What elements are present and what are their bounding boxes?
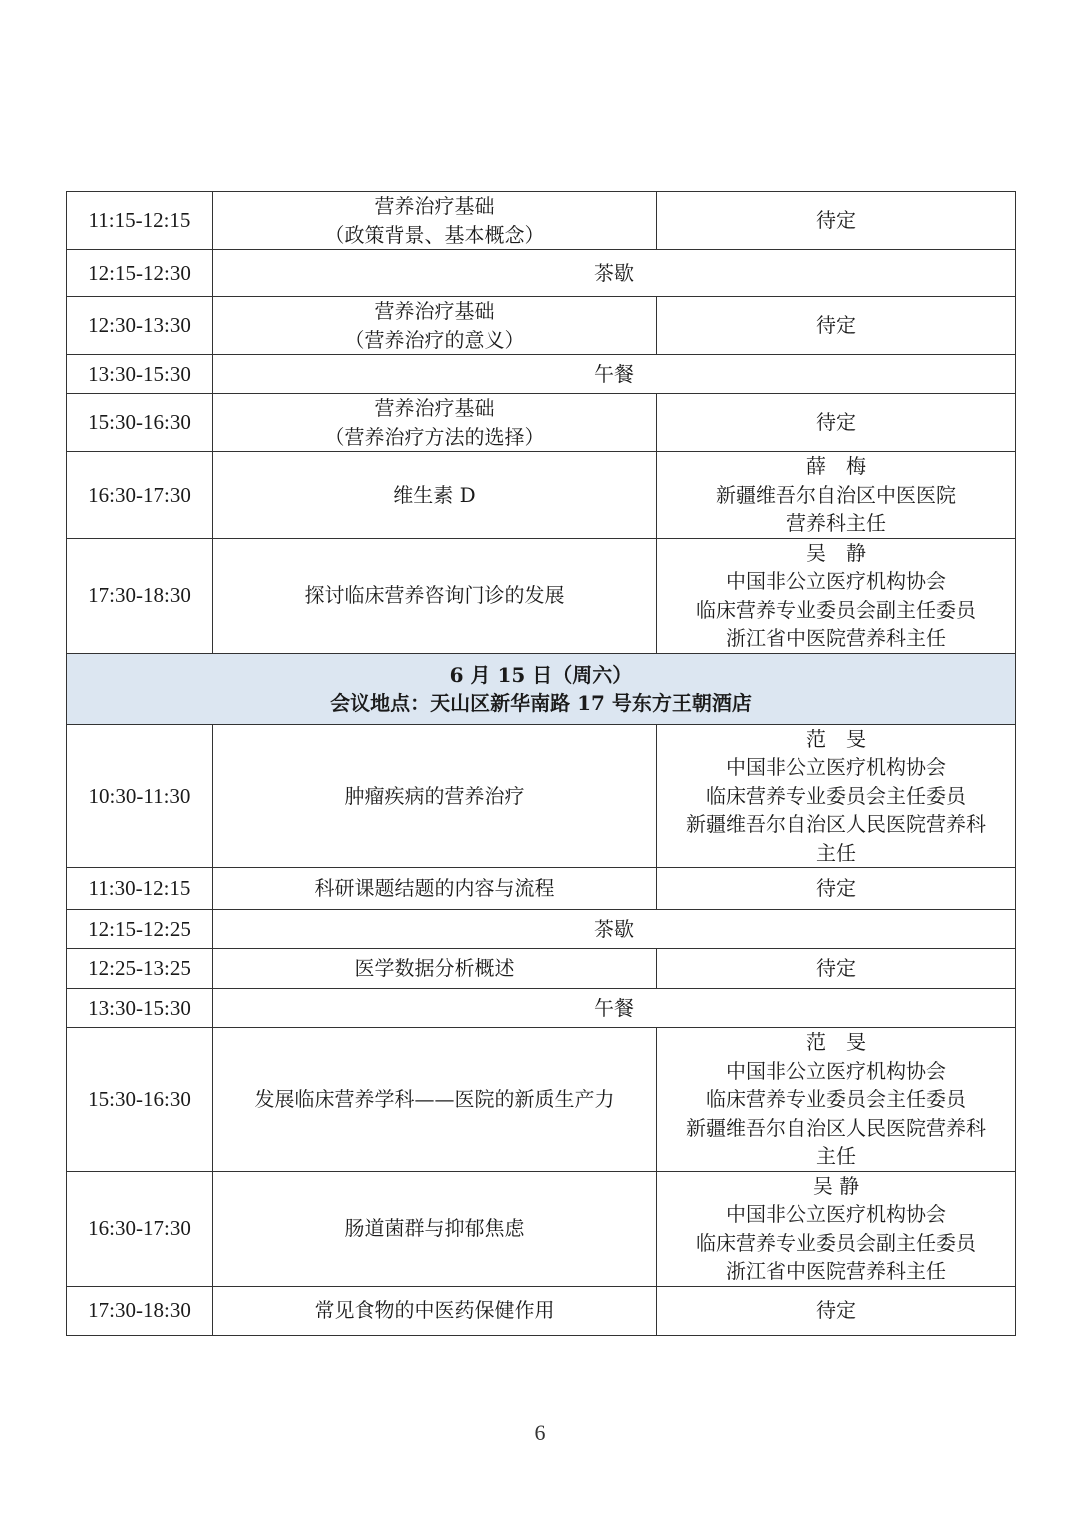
speaker-cell	[657, 1171, 1016, 1286]
topic-cell	[213, 724, 657, 868]
speaker-cell	[657, 452, 1016, 539]
topic-cell	[213, 192, 657, 250]
topic-line: 发展临床营养学科——医院的新质生产力	[254, 1087, 615, 1111]
time-cell: 12:30-13:30	[67, 297, 213, 355]
time-cell: 17:30-18:30	[67, 1286, 213, 1335]
topic-line: 营养治疗基础	[374, 194, 495, 218]
speaker-line: 待定	[816, 208, 856, 233]
speaker-line: 中国非公立医疗机构协会	[726, 569, 946, 593]
topic-line: 维生素 D	[393, 482, 476, 507]
topic-line: 肠道菌群与抑郁焦虑	[344, 1216, 525, 1241]
topic-line: 肿瘤疾病的营养治疗	[344, 783, 525, 808]
speaker-cell	[657, 297, 1016, 355]
time-cell: 16:30-17:30	[67, 452, 213, 539]
time-cell: 10:30-11:30	[67, 724, 213, 868]
speaker-line: 薛 梅	[806, 454, 866, 478]
topic-line: 探讨临床营养咨询门诊的发展	[304, 583, 565, 608]
speaker-line: 待定	[816, 1298, 856, 1323]
speaker-line: 中国非公立医疗机构协会	[726, 755, 946, 779]
topic-line: 常见食物的中医药保健作用	[314, 1298, 555, 1323]
time-cell: 12:25-13:25	[67, 949, 213, 989]
time-cell: 15:30-16:30	[67, 1028, 213, 1172]
speaker-line: 范 旻	[806, 726, 866, 751]
speaker-line: 临床营养专业委员会主任委员	[706, 1087, 966, 1111]
schedule-row	[67, 1171, 1016, 1286]
topic-line: （营养治疗的意义）	[344, 327, 525, 352]
speaker-line: 范 旻	[806, 1030, 866, 1054]
topic-cell	[213, 297, 657, 355]
topic-cell	[213, 1028, 657, 1172]
topic-line: （政策背景、基本概念）	[324, 222, 545, 247]
schedule-row	[67, 297, 1016, 355]
speaker-cell	[657, 868, 1016, 910]
speaker-line: 主任	[816, 1144, 856, 1168]
schedule-row	[67, 724, 1016, 868]
schedule-row	[67, 192, 1016, 250]
time-cell: 13:30-15:30	[67, 989, 213, 1028]
topic-line: 医学数据分析概述	[354, 956, 515, 981]
topic-line: 科研课题结题的内容与流程	[314, 876, 555, 901]
topic-cell	[213, 452, 657, 539]
time-cell: 15:30-16:30	[67, 394, 213, 452]
break-row	[67, 910, 1016, 949]
time-cell: 11:30-12:15	[67, 868, 213, 910]
speaker-cell	[657, 1286, 1016, 1335]
page-number: 6	[534, 1420, 546, 1445]
section-header-line: 会议地点：天山区新华南路 17 号东方王朝酒店	[330, 690, 752, 715]
speaker-line: 待定	[816, 313, 856, 338]
time-cell: 13:30-15:30	[67, 355, 213, 394]
speaker-cell	[657, 394, 1016, 452]
time-cell: 16:30-17:30	[67, 1171, 213, 1286]
speaker-line: 待定	[816, 876, 856, 901]
section-header-row	[67, 653, 1016, 724]
speaker-line: 临床营养专业委员会副主任委员	[696, 1230, 976, 1255]
speaker-line: 新疆维吾尔自治区人民医院营养科	[686, 812, 986, 836]
schedule-row	[67, 1286, 1016, 1335]
speaker-line: 吴 静	[812, 1173, 860, 1198]
topic-cell	[213, 949, 657, 989]
schedule-row	[67, 949, 1016, 989]
speaker-line: 待定	[816, 410, 856, 435]
speaker-cell	[657, 949, 1016, 989]
speaker-cell	[657, 538, 1016, 653]
topic-cell	[213, 868, 657, 910]
speaker-cell	[657, 1028, 1016, 1172]
schedule-row	[67, 1028, 1016, 1172]
topic-cell	[213, 1171, 657, 1286]
section-header-line: 6 月 15 日（周六）	[449, 662, 633, 687]
section-header	[67, 653, 1016, 724]
break-label: 茶歇	[213, 250, 1016, 297]
speaker-line: 新疆维吾尔自治区人民医院营养科	[686, 1115, 986, 1140]
break-row	[67, 989, 1016, 1028]
schedule-row	[67, 868, 1016, 910]
speaker-line: 中国非公立医疗机构协会	[726, 1202, 946, 1226]
time-cell: 12:15-12:25	[67, 910, 213, 949]
topic-cell	[213, 1286, 657, 1335]
speaker-cell	[657, 724, 1016, 868]
speaker-line: 新疆维吾尔自治区中医医院	[716, 482, 956, 507]
time-cell: 17:30-18:30	[67, 538, 213, 653]
speaker-cell	[657, 192, 1016, 250]
schedule-row	[67, 394, 1016, 452]
speaker-line: 浙江省中医院营养科主任	[726, 626, 946, 650]
speaker-line: 中国非公立医疗机构协会	[726, 1058, 946, 1083]
speaker-line: 主任	[816, 840, 856, 865]
topic-cell	[213, 538, 657, 653]
speaker-line: 浙江省中医院营养科主任	[726, 1259, 946, 1283]
schedule-row	[67, 538, 1016, 653]
speaker-line: 营养科主任	[786, 511, 886, 535]
schedule-row	[67, 452, 1016, 539]
time-cell: 12:15-12:30	[67, 250, 213, 297]
break-row	[67, 250, 1016, 297]
break-label: 午餐	[213, 989, 1016, 1028]
topic-line: 营养治疗基础	[374, 299, 495, 323]
break-row	[67, 355, 1016, 394]
speaker-line: 临床营养专业委员会主任委员	[706, 783, 966, 808]
speaker-line: 待定	[816, 956, 856, 981]
schedule-table	[66, 191, 1016, 1336]
break-label: 午餐	[213, 355, 1016, 394]
time-cell: 11:15-12:15	[67, 192, 213, 250]
break-label: 茶歇	[213, 910, 1016, 949]
topic-line: 营养治疗基础	[374, 396, 495, 420]
topic-line: （营养治疗方法的选择）	[324, 424, 545, 449]
speaker-line: 吴 静	[806, 540, 866, 565]
topic-cell	[213, 394, 657, 452]
speaker-line: 临床营养专业委员会副主任委员	[696, 597, 976, 622]
